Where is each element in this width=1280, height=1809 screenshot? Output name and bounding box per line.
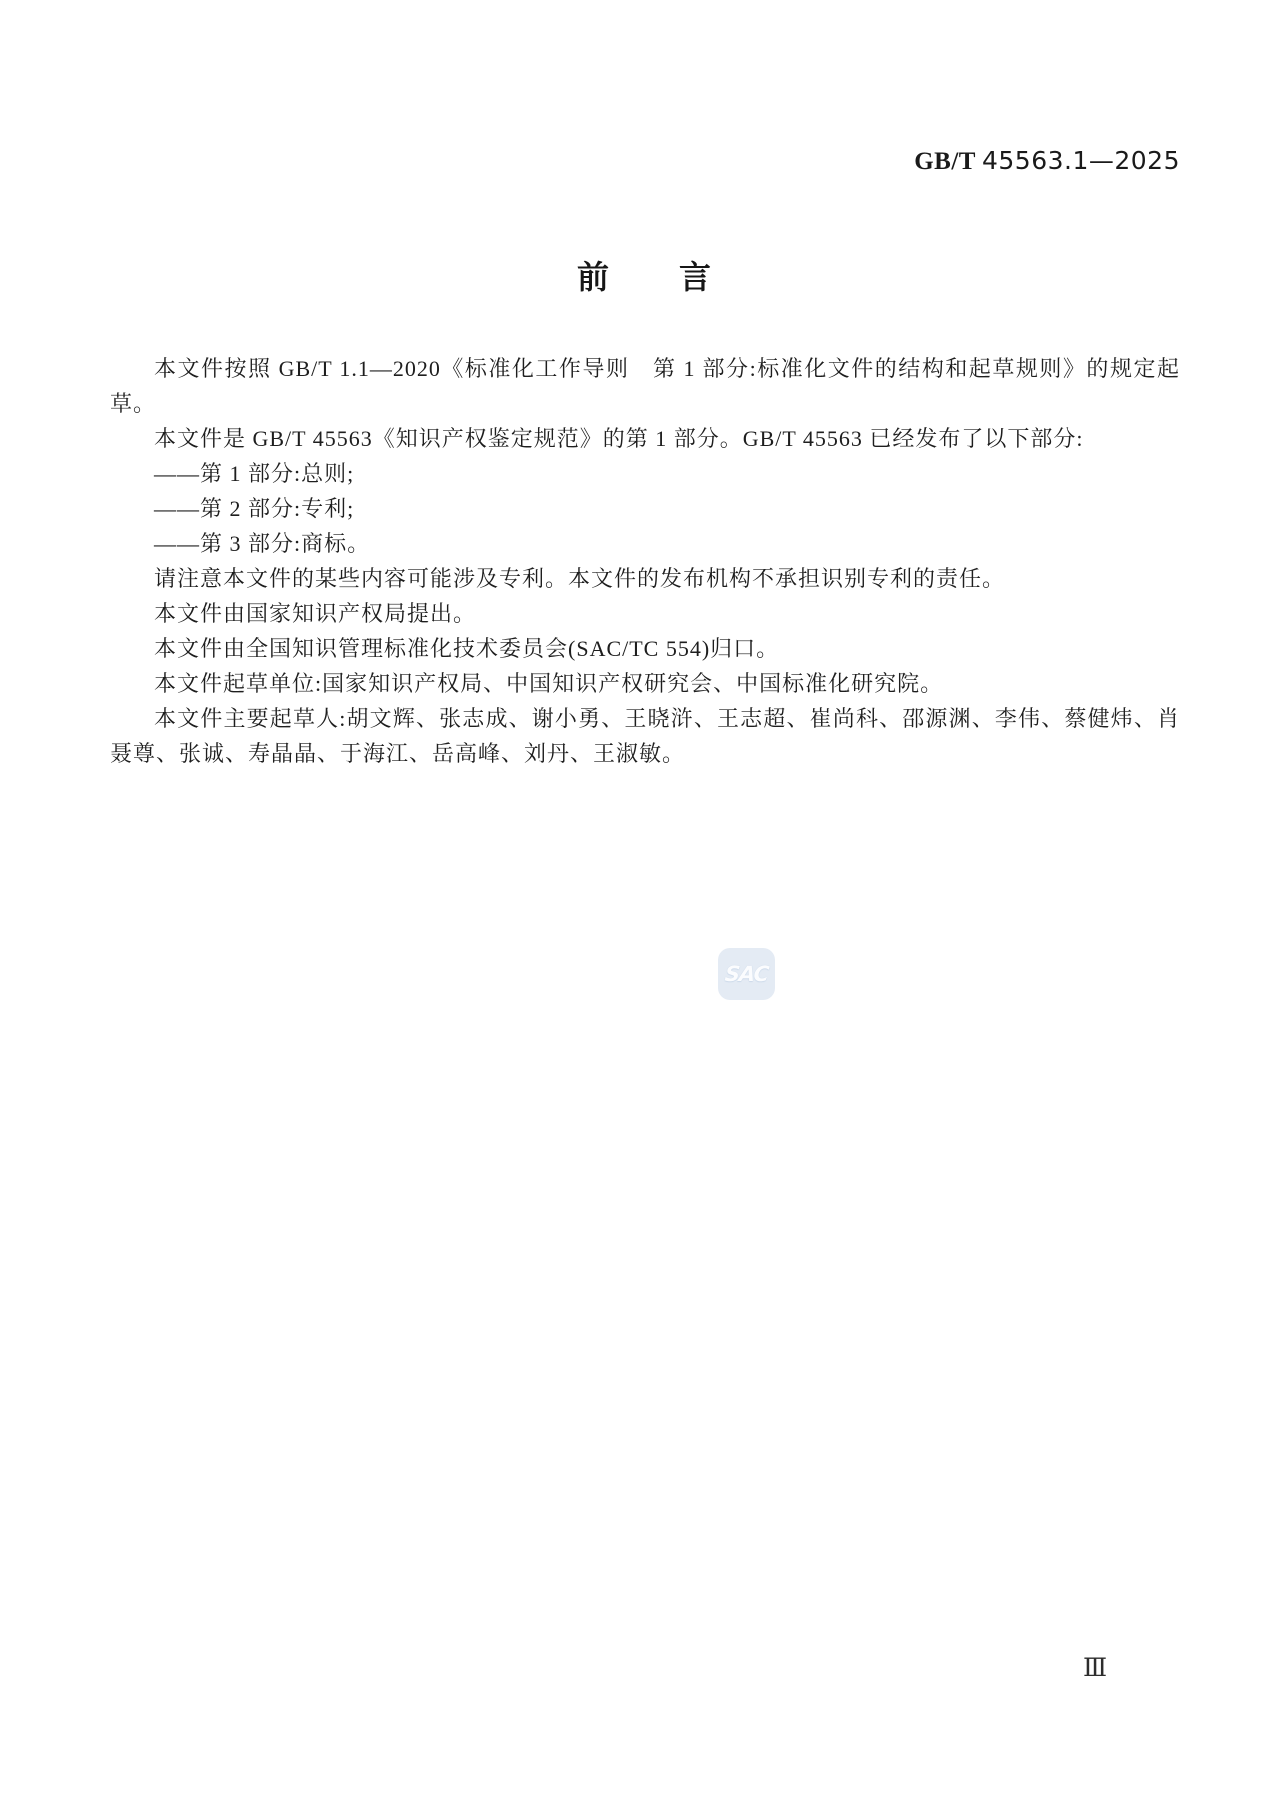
foreword-paragraph: 本文件由国家知识产权局提出。 [154, 601, 477, 626]
foreword-body [110, 351, 1180, 771]
foreword-paragraph: 本文件起草单位:国家知识产权局、中国知识产权研究会、中国标准化研究院。 [154, 671, 944, 696]
foreword-paragraph: 请注意本文件的某些内容可能涉及专利。本文件的发布机构不承担识别专利的责任。 [154, 566, 1006, 591]
foreword-paragraph: 本文件是 GB/T 45563《知识产权鉴定规范》的第 1 部分。GB/T 45563 已经发布了以下部分: [154, 426, 1084, 451]
foreword-paragraph: 本文件主要起草人:胡文辉、张志成、谢小勇、王晓浒、王志超、崔尚科、邵源渊、李伟、蔡健炜、肖聂尊、张诚、寿晶晶、于海江、岳高峰、刘丹、王淑敏。 [110, 706, 1180, 766]
foreword-list-item: ——第 2 部分:专利; [154, 496, 355, 521]
foreword-list-item: ——第 3 部分:商标。 [154, 531, 371, 556]
doc-number [914, 146, 1180, 176]
foreword-paragraph: 本文件按照 GB/T 1.1—2020《标准化工作导则 第 1 部分:标准化文件的结构和起草规则》的规定起草。 [110, 356, 1180, 416]
doc-number-prefix: GB/T [914, 148, 976, 175]
page-number: Ⅲ [1083, 1655, 1108, 1682]
sac-watermark-text: SAC [723, 962, 770, 986]
sac-watermark-logo [718, 948, 775, 1000]
foreword-paragraph: 本文件由全国知识管理标准化技术委员会(SAC/TC 554)归口。 [154, 636, 780, 661]
foreword-list-item: ——第 1 部分:总则; [154, 461, 355, 486]
doc-number-value: 45563.1—2025 [981, 146, 1180, 175]
page-title: 前 言 [576, 258, 713, 296]
